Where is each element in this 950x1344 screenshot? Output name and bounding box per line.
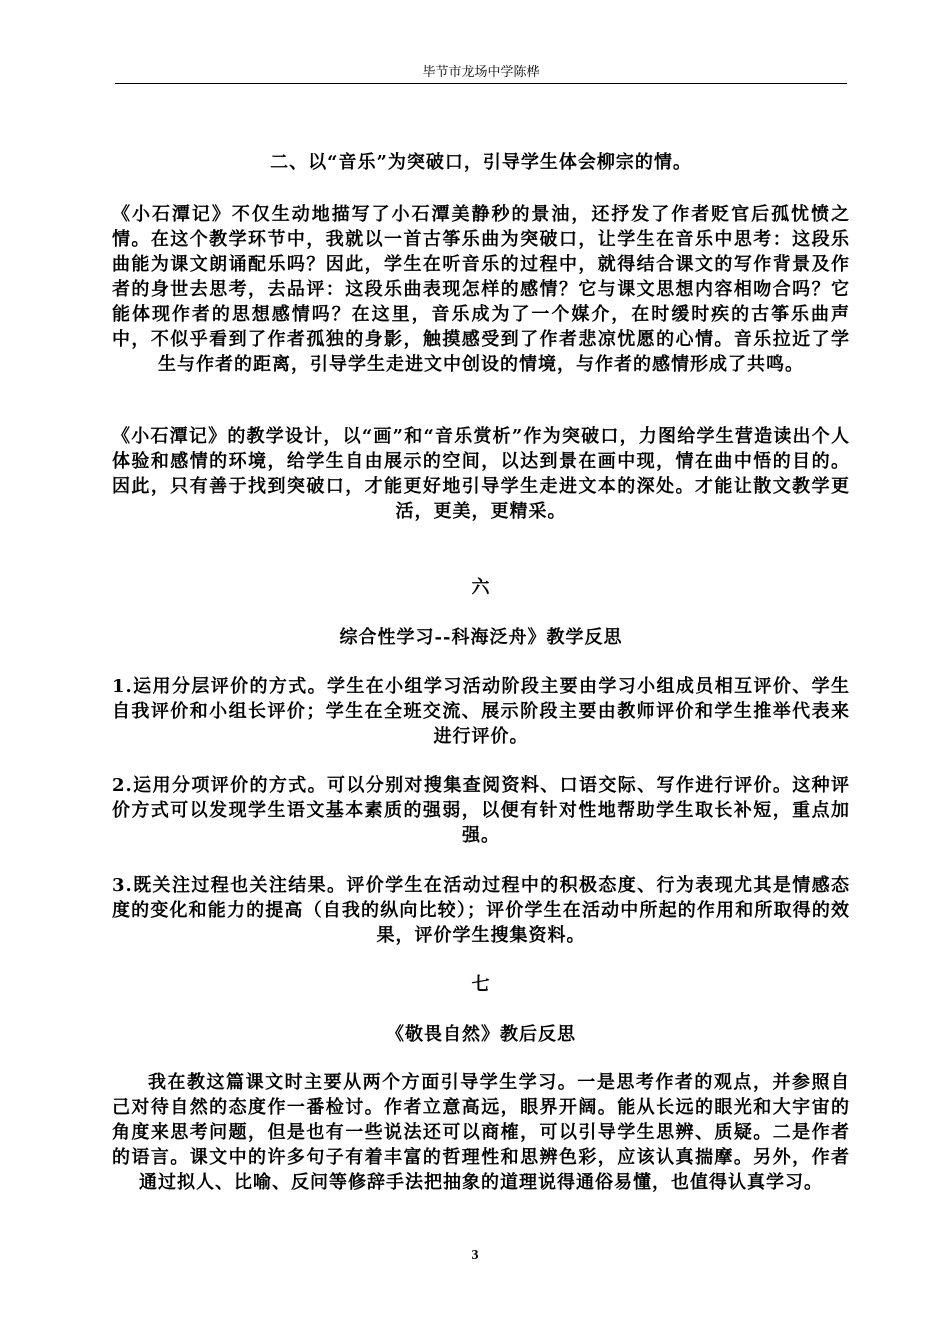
- paragraph: 我在教这篇课文时主要从两个方面引导学生学习。一是思考作者的观点，并参照自己对待自然的态度作一番检讨。作者立意高远，眼界开阔。能从长远的眼光和大宇宙的角度来思考问题，但是也有一些说法还可以商榷，可以引导学生思辨、质疑。二是作者的语言。课文中的许多句子有着丰富的哲理性和思辨色彩，应该认真揣摩。另外，作者通过拟人、比喻、反问等修辞手法把抽象的道理说得通俗易懂，也值得认真学习。: [112, 1072, 850, 1193]
- list-item: 3.既关注过程也关注结果。评价学生在活动过程中的积极态度、行为表现尤其是情感态度的变化和能力的提高（自我的纵向比较）；评价学生在活动中所起的作用和所取得的效果，评价学生搜集资料。: [112, 875, 850, 946]
- section-heading: 二、以“音乐”为突破口，引导学生体会柳宗的情。: [270, 152, 692, 173]
- section-title: 《敬畏自然》教后反思: [386, 1024, 576, 1045]
- section-number: 七: [471, 974, 491, 995]
- section-number: 六: [471, 577, 491, 598]
- paragraph: 《小石潭记》的教学设计，以“画”和“音乐赏析”作为突破口，力图给学生营造读出个人体验和感情的环境，给学生自由展示的空间，以达到景在画中现，情在曲中悟的目的。因此，只有善于找到突破口，才能更好地引导学生走进文本的深处。才能让散文教学更活，更美，更精采。: [112, 426, 850, 522]
- page-number: 3: [471, 1248, 479, 1263]
- list-item: 2.运用分项评价的方式。可以分别对搜集查阅资料、口语交际、写作进行评价。这种评价方式可以发现学生语文基本素质的强弱，以便有针对性地帮助学生取长补短，重点加强。: [112, 775, 850, 846]
- section-title: 综合性学习--科海泛舟》教学反思: [339, 627, 623, 648]
- list-item: 1.运用分层评价的方式。学生在小组学习活动阶段主要由学习小组成员相互评价、学生自我评价和小组长评价；学生在全班交流、展示阶段主要由教师评价和学生推举代表来进行评价。: [112, 676, 850, 747]
- paragraph: 《小石潭记》不仅生动地描写了小石潭美静秒的景油，还抒发了作者贬官后孤忧愤之情。在这个教学环节中，我就以一首古筝乐曲为突破口，让学生在音乐中思考：这段乐曲能为课文朗诵配乐吗？因此，学生在听音乐的过程中，就得结合课文的写作背景及作者的身世去思考，去品评：这段乐曲表现怎样的感情？它与课文思想内容相吻合吗？它能体现作者的思想感情吗？在这里，音乐成为了一个媒介，在时缓时疾的古筝乐曲声中，不似乎看到了作者孤独的身影，触摸感受到了作者悲凉忧愿的心情。音乐拉近了学生与作者的距离，引导学生走进文中创设的情境，与作者的感情形成了共鸣。: [112, 204, 850, 375]
- header-divider: [115, 83, 847, 84]
- page-header: 毕节市龙场中学陈桦: [422, 65, 540, 80]
